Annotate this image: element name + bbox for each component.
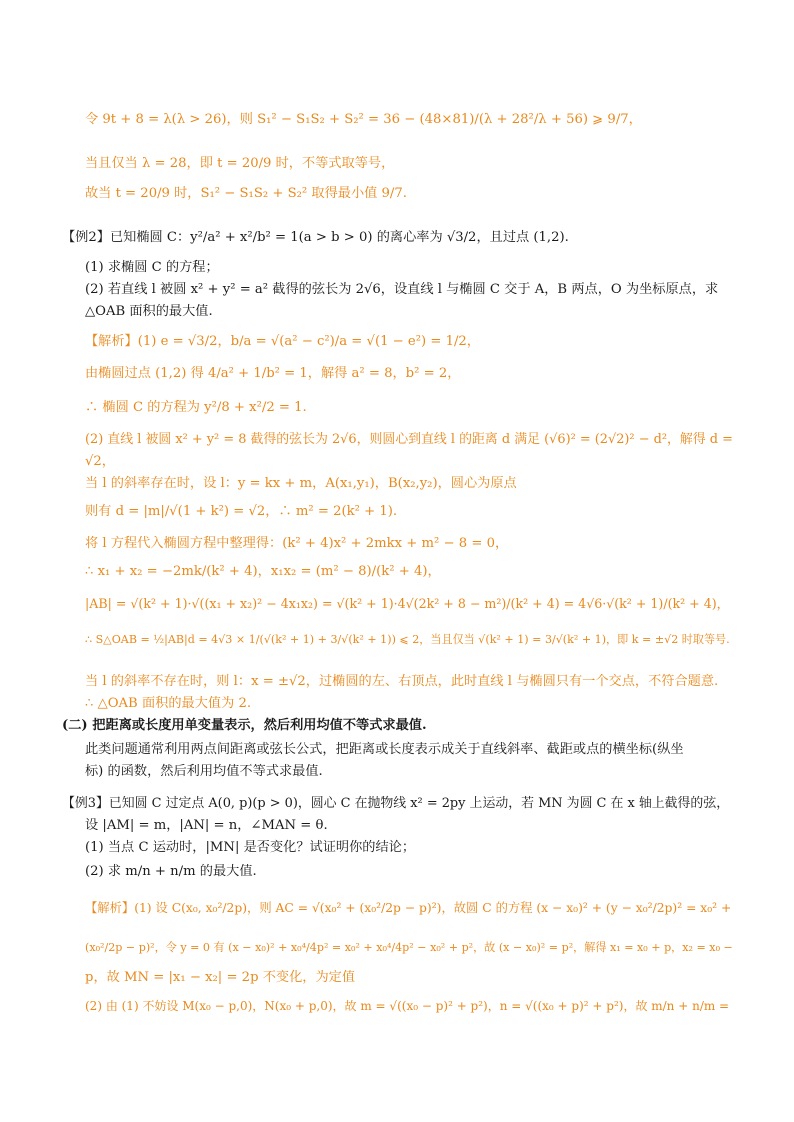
text-line-l01: 令 9t + 8 = λ(λ > 26)，则 S₁² − S₁S₂ + S₂² = 36 − (48×81)/(λ + 28²/λ + 56) ⩾ 9/7， (85, 112, 642, 127)
text-line-l19: 当 l 的斜率不存在时，则 l：x = ±√2，过椭圆的左、右顶点，此时直线 l 与椭圆只有一个交点，不符合题意. (85, 674, 719, 689)
text-line-l20: ∴ △OAB 面积的最大值为 2. (85, 696, 252, 711)
text-line-l24: 【例3】已知圆 C 过定点 A(0, p)(p > 0)，圆心 C 在抛物线 x² = 2py 上运动，若 MN 为圆 C 在 x 轴上截得的弦， (62, 796, 730, 811)
text-line-l16: ∴ x₁ + x₂ = −2mk/(k² + 4)，x₁x₂ = (m² − 8)/(k² + 4)， (85, 564, 441, 579)
text-line-l07: △OAB 面积的最大值. (85, 304, 213, 319)
text-line-l04: 【例2】已知椭圆 C：y²/a² + x²/b² = 1(a > b > 0) 的离心率为 √3/2，且过点 (1,2). (62, 230, 569, 245)
text-line-l30: p，故 MN = |x₁ − x₂| = 2p 不变化，为定值 (85, 970, 356, 985)
text-line-l05: (1) 求椭圆 C 的方程； (85, 260, 219, 275)
text-line-l09: 由椭圆过点 (1,2) 得 4/a² + 1/b² = 1，解得 a² = 8，b² = 2， (85, 366, 461, 381)
text-line-l21: (二) 把距离或长度用单变量表示，然后利用均值不等式求最值. (62, 718, 427, 733)
text-line-l14: 则有 d = |m|/√(1 + k²) = √2，∴ m² = 2(k² + 1). (85, 504, 398, 519)
text-line-l22: 此类问题通常利用两点间距离或弦长公式，把距离或长度表示成关于直线斜率、截距或点的横坐标(纵坐 (85, 742, 684, 757)
text-line-l08: 【解析】(1) e = √3/2，b/a = √(a² − c²)/a = √(1 − e²) = 1/2， (85, 334, 480, 349)
text-line-l10: ∴ 椭圆 C 的方程为 y²/8 + x²/2 = 1. (85, 400, 307, 415)
text-line-l23: 标) 的函数，然后利用均值不等式求最值. (85, 764, 323, 779)
text-line-l11: (2) 直线 l 被圆 x² + y² = 8 截得的弦长为 2√6，则圆心到直线 l 的距离 d 满足 (√6)² = (2√2)² − d²，解得 d = (85, 432, 733, 447)
text-line-l13: 当 l 的斜率存在时，设 l：y = kx + m，A(x₁,y₁)，B(x₂,y₂)，圆心为原点 (85, 476, 517, 491)
text-line-l25: 设 |AM| = m，|AN| = n，∠MAN = θ. (85, 818, 328, 833)
text-line-l17: |AB| = √(k² + 1)·√((x₁ + x₂)² − 4x₁x₂) = √(k² + 1)·4√(2k² + 8 − m²)/(k² + 4) = 4√6·√(k² + 1)/(k² + 4)， (85, 596, 730, 611)
text-line-l28: 【解析】(1) 设 C(x₀, x₀²/2p)，则 AC = √(x₀² + (x₀²/2p − p)²)，故圆 C 的方程 (x − x₀)² + (y − x₀²/2p)² = x₀² + (85, 901, 732, 915)
text-line-l26: (1) 当点 C 运动时，|MN| 是否变化？试证明你的结论； (85, 840, 416, 855)
text-line-l29: (x₀²/2p − p)²，令 y = 0 有 (x − x₀)² + x₀⁴/4p² = x₀² + x₀⁴/4p² − x₀² + p²，故 (x − x₀)² = p²，解得 x₁ = x₀ + p，x₂ = x₀ − (85, 941, 733, 954)
text-line-l15: 将 l 方程代入椭圆方程中整理得：(k² + 4)x² + 2mkx + m² − 8 = 0， (85, 536, 509, 551)
text-line-l06: (2) 若直线 l 被圆 x² + y² = a² 截得的弦长为 2√6，设直线 l 与椭圆 C 交于 A，B 两点，O 为坐标原点，求 (85, 282, 719, 297)
text-line-l03: 故当 t = 20/9 时，S₁² − S₁S₂ + S₂² 取得最小值 9/7. (85, 186, 407, 201)
text-line-l27: (2) 求 m/n + n/m 的最大值. (85, 864, 257, 879)
text-line-l31: (2) 由 (1) 不妨设 M(x₀ − p,0)，N(x₀ + p,0)，故 m = √((x₀ − p)² + p²)，n = √((x₀ + p)² + p²)，故 m/n + n/m = (85, 999, 730, 1013)
text-line-l02: 当且仅当 λ = 28，即 t = 20/9 时，不等式取等号， (85, 156, 395, 171)
text-line-l12: √2， (85, 454, 115, 469)
text-line-l18: ∴ S△OAB = ½|AB|d = 4√3 × 1/(√(k² + 1) + 3/√(k² + 1)) ⩽ 2，当且仅当 √(k² + 1) = 3/√(k² + 1)，即 k = ±√2 时取等号. (85, 633, 730, 646)
